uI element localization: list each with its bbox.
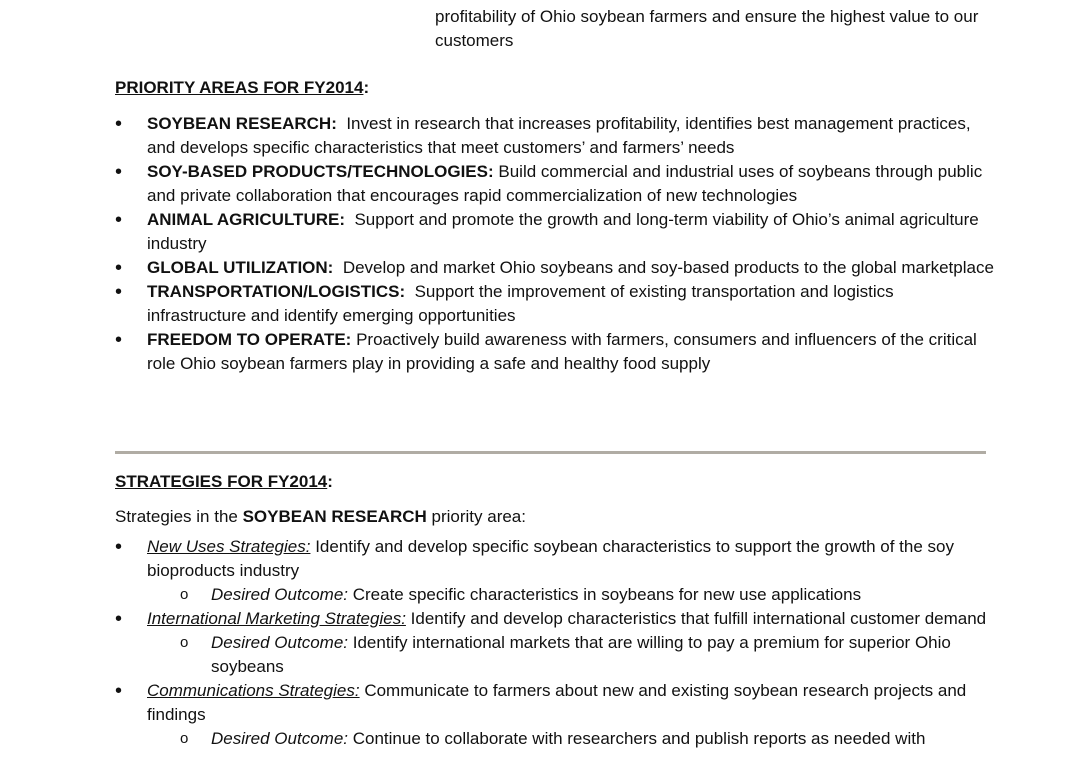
strategies-intro-suffix: priority area: <box>426 507 526 526</box>
priority-label: ANIMAL AGRICULTURE: <box>147 210 345 229</box>
strategies-intro-prefix: Strategies in the <box>115 507 243 526</box>
priority-text: Invest in research that increases profitability, identifies best management practices, and develops specific characteristics that meet customers’ and farmers’ needs <box>147 114 971 157</box>
strategy-item <box>115 679 995 751</box>
priority-text: Proactively build awareness with farmers, consumers and influencers of the critical role Ohio soybean farmers play in providing a safe and healthy food supply <box>147 330 977 373</box>
outcome-label: Desired Outcome: <box>211 585 348 604</box>
outcome-label: Desired Outcome: <box>211 729 348 748</box>
strategies-intro-area: SOYBEAN RESEARCH <box>242 507 427 526</box>
strategies-heading-text: STRATEGIES FOR FY2014 <box>115 472 328 491</box>
outcome-item <box>147 727 995 751</box>
strategy-name: Communications Strategies: <box>147 681 360 700</box>
priority-text: Support and promote the growth and long-term viability of Ohio’s animal agriculture industry <box>147 210 979 253</box>
strategy-name: International Marketing Strategies: <box>147 609 406 628</box>
strategy-item <box>115 535 995 607</box>
priority-label: FREEDOM TO OPERATE: <box>147 330 352 349</box>
priority-item <box>115 112 995 160</box>
priority-heading-colon: : <box>363 78 370 97</box>
strategies-heading <box>115 470 333 494</box>
section-divider <box>115 451 986 454</box>
priority-label: SOYBEAN RESEARCH: <box>147 114 337 133</box>
strategy-text: Communicate to farmers about new and existing soybean research projects and findings <box>147 681 967 724</box>
strategies-list <box>115 535 995 751</box>
outcome-list <box>147 727 995 751</box>
outcome-text: Identify international markets that are willing to pay a premium for superior Ohio soybeans <box>211 633 951 676</box>
priority-item <box>115 160 995 208</box>
outcome-list <box>147 631 995 679</box>
priority-list <box>115 112 995 376</box>
priority-item <box>115 208 995 256</box>
strategies-intro <box>115 505 526 529</box>
priority-label: TRANSPORTATION/LOGISTICS: <box>147 282 406 301</box>
intro-text: profitability of Ohio soybean farmers and ensure the highest value to our customers <box>435 7 979 50</box>
outcome-item <box>147 631 995 679</box>
strategy-name: New Uses Strategies: <box>147 537 311 556</box>
strategy-text: Identify and develop characteristics that fulfill international customer demand <box>410 609 987 628</box>
outcome-list <box>147 583 995 607</box>
priority-text: Support the improvement of existing transportation and logistics infrastructure and identify emerging opportunities <box>147 282 894 325</box>
priority-item <box>115 328 995 376</box>
priority-heading <box>115 76 369 100</box>
priority-text: Build commercial and industrial uses of soybeans through public and private collaboration that encourages rapid commercialization of new technologies <box>147 162 983 205</box>
outcome-item <box>147 583 995 607</box>
priority-item <box>115 280 995 328</box>
priority-item <box>115 256 995 280</box>
priority-label: SOY-BASED PRODUCTS/TECHNOLOGIES: <box>147 162 494 181</box>
strategies-heading-colon: : <box>327 472 333 491</box>
priority-heading-text: PRIORITY AREAS FOR FY2014 <box>115 78 364 97</box>
priority-text: Develop and market Ohio soybeans and soy-based products to the global marketplace <box>342 258 994 277</box>
outcome-label: Desired Outcome: <box>211 633 348 652</box>
cropped-previous-line <box>115 0 415 4</box>
outcome-text: Create specific characteristics in soybeans for new use applications <box>352 585 862 604</box>
strategy-text: Identify and develop specific soybean characteristics to support the growth of the soy bioproducts industry <box>147 537 954 580</box>
strategy-item <box>115 607 995 679</box>
outcome-text: Continue to collaborate with researchers and publish reports as needed with <box>352 729 926 748</box>
priority-label: GLOBAL UTILIZATION: <box>147 258 334 277</box>
